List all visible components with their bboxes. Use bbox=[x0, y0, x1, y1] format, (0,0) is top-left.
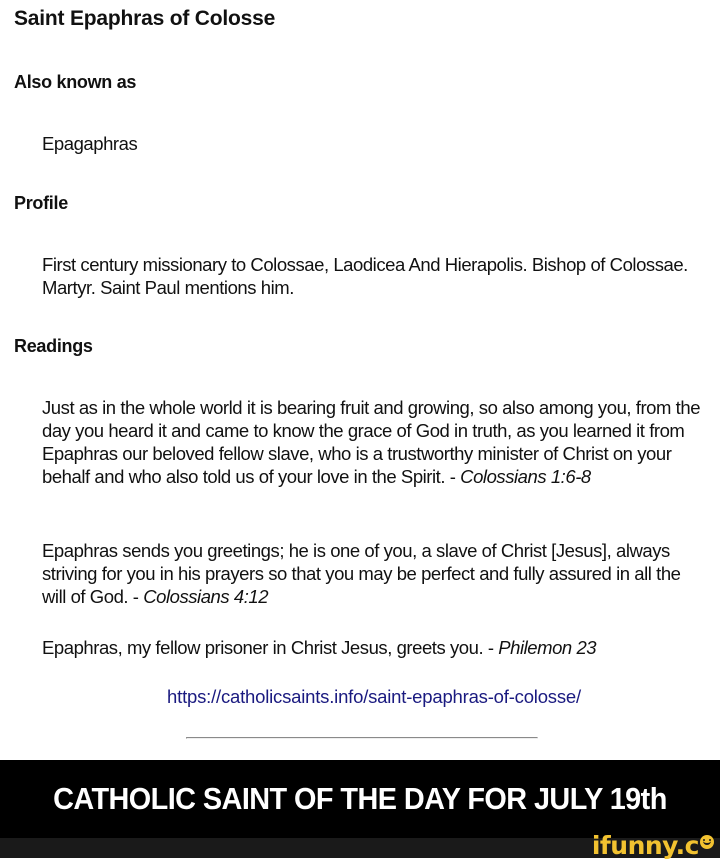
reading-item bbox=[42, 396, 714, 488]
reading-reference: Colossians 4:12 bbox=[143, 586, 269, 607]
divider bbox=[186, 737, 538, 739]
also-known-as-text: Epagaphras bbox=[42, 133, 138, 154]
reading-text: Epaphras sends you greetings; he is one of you, a slave of Christ [Jesus], always striving for you in his prayers so that you may be perfect and fully assured in all the will of God. - bbox=[42, 540, 681, 607]
smiley-icon bbox=[700, 835, 714, 849]
caption-text: CATHOLIC SAINT OF THE DAY FOR JULY 19th bbox=[53, 781, 667, 816]
caption-bar bbox=[0, 760, 720, 838]
reading-item bbox=[42, 636, 712, 659]
section-heading-readings: Readings bbox=[14, 336, 93, 356]
profile-text: First century missionary to Colossae, Laodicea And Hierapolis. Bishop of Colossae. Martyr. Saint Paul mentions him. bbox=[42, 254, 688, 298]
page-title: Saint Epaphras of Colosse bbox=[14, 7, 276, 30]
reading-reference: Colossians 1:6-8 bbox=[460, 466, 591, 487]
section-heading-also-known-as: Also known as bbox=[14, 72, 137, 92]
watermark-bar bbox=[0, 831, 720, 860]
ifunny-watermark bbox=[591, 831, 714, 860]
section-heading-profile: Profile bbox=[14, 193, 68, 213]
watermark-text: ifunny.c bbox=[591, 831, 699, 860]
reading-text: Epaphras, my fellow prisoner in Christ Jesus, greets you. - bbox=[42, 637, 499, 658]
source-link[interactable]: https://catholicsaints.info/saint-epaphras-of-colosse/ bbox=[167, 686, 581, 707]
reading-reference: Philemon 23 bbox=[498, 637, 597, 658]
reading-item bbox=[42, 539, 692, 608]
reading-text: Just as in the whole world it is bearing fruit and growing, so also among you, from the day you heard it and came to know the grace of God in truth, as you learned it from Epaphras our beloved fellow slave, who is a trustworthy minister of Christ on your behalf and who also told us of your love in the Spirit. - bbox=[42, 397, 701, 487]
